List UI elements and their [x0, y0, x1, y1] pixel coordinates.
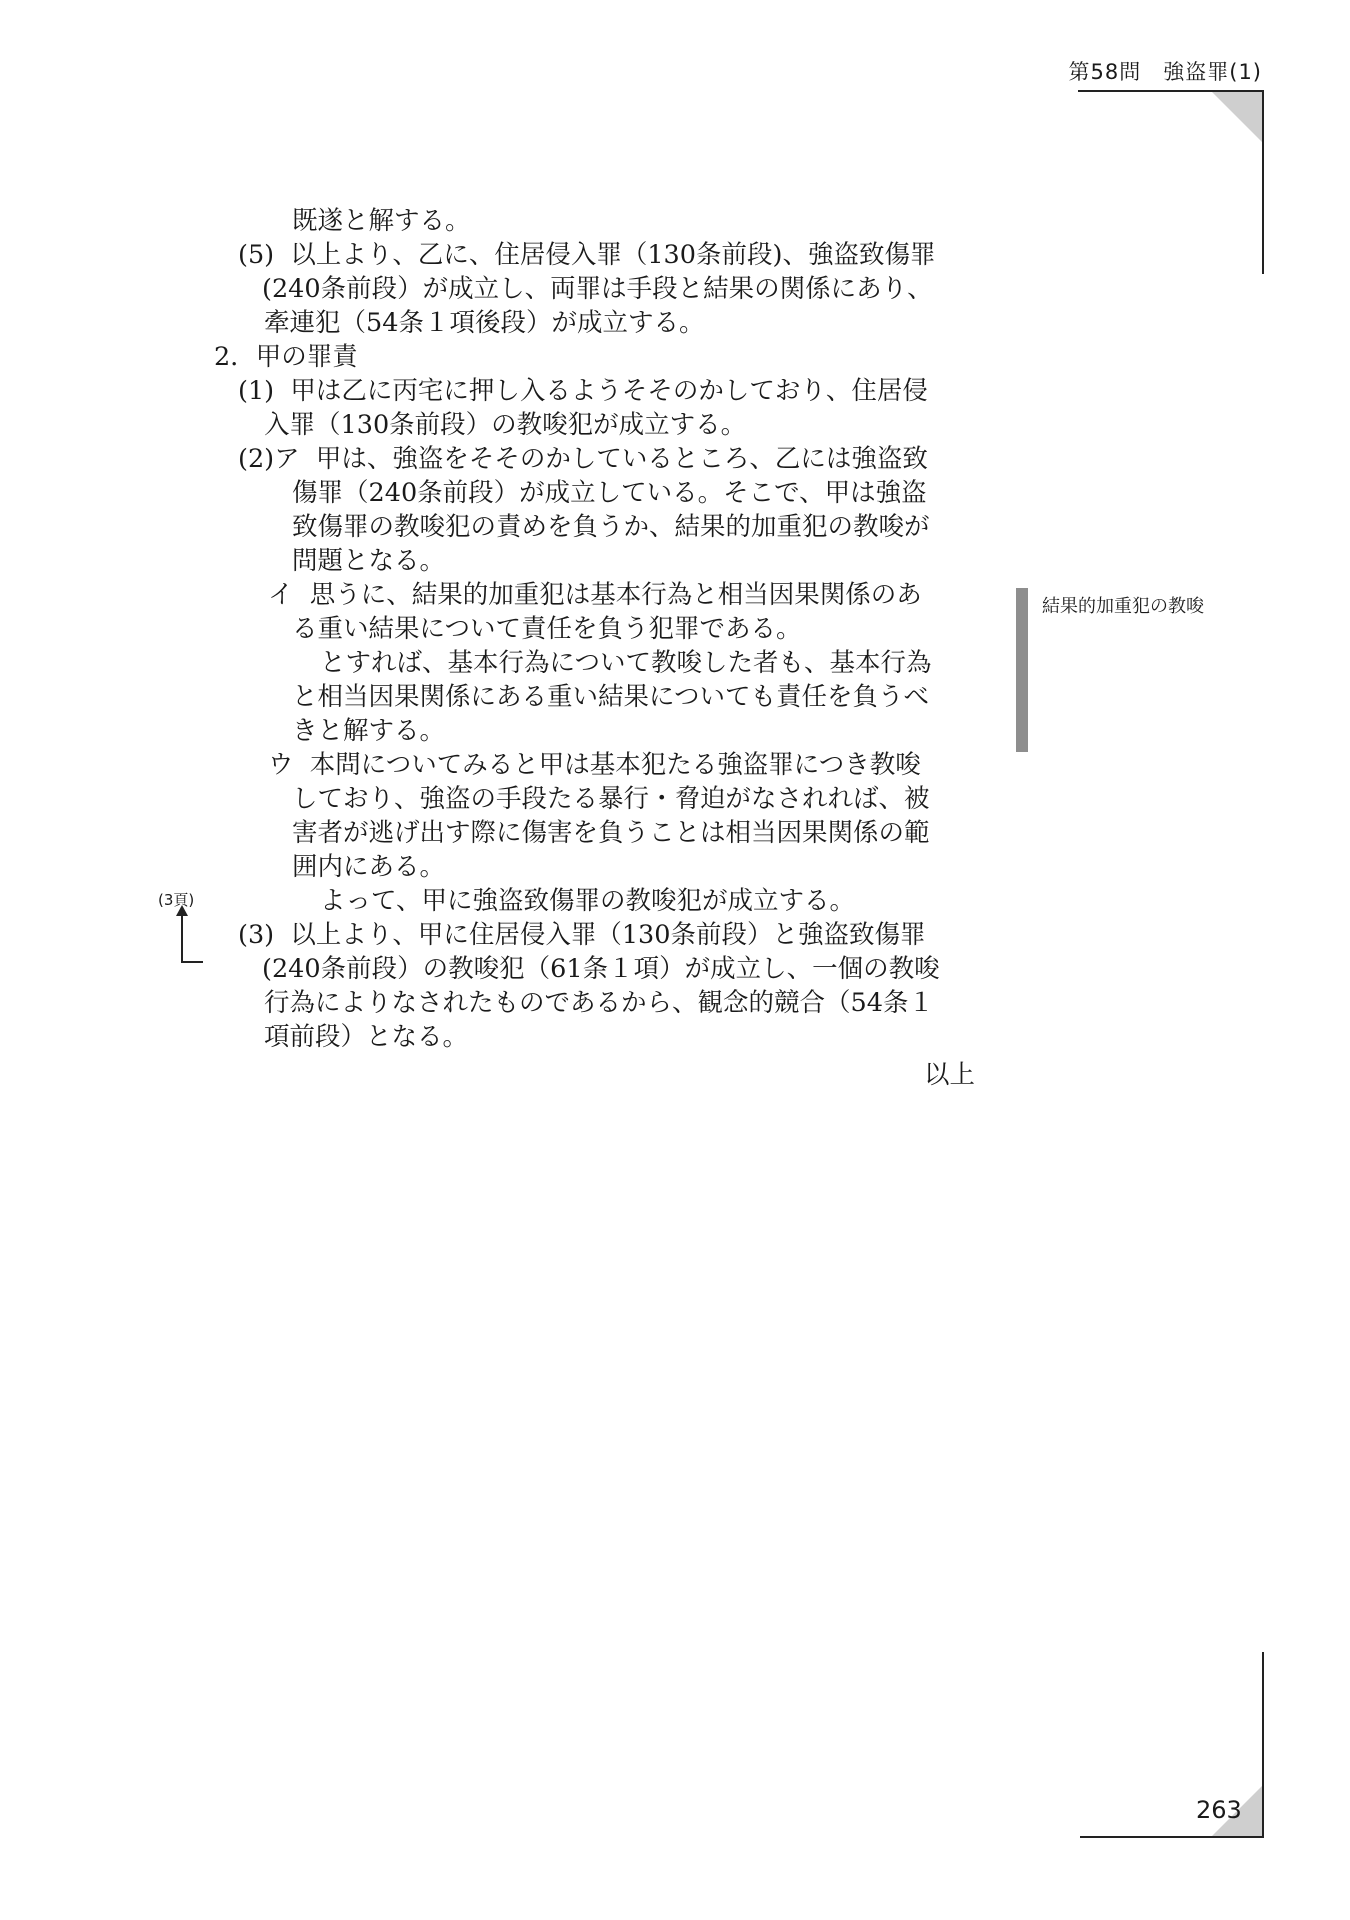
- body-line: (3) 以上より、甲に住居侵入罪（130条前段）と強盗致傷罪: [238, 920, 926, 950]
- margin-marker-bar: [1016, 588, 1028, 752]
- body-line: 既遂と解する。: [292, 206, 471, 236]
- body-line: 囲内にある。: [292, 852, 446, 882]
- body-line: きと解する。: [292, 716, 446, 746]
- chapter-title: 第58問 強盗罪(1): [1068, 60, 1262, 84]
- body-line: (5) 以上より、乙に、住居侵入罪（130条前段)、強盗致傷罪: [238, 240, 936, 270]
- body-line: 問題となる。: [292, 546, 446, 576]
- body-line: (1) 甲は乙に丙宅に押し入るようそそのかしており、住居侵: [238, 376, 928, 406]
- body-line: しており、強盗の手段たる暴行・脅迫がなされれば、被: [292, 784, 930, 814]
- body-line: 傷罪（240条前段）が成立している。そこで、甲は強盗: [292, 478, 927, 508]
- body-line: とすれば、基本行為について教唆した者も、基本行為: [320, 648, 932, 678]
- body-line: 入罪（130条前段）の教唆犯が成立する。: [264, 410, 747, 440]
- body-line: 害者が逃げ出す際に傷害を負うことは相当因果関係の範: [292, 818, 930, 848]
- body-line: ウ 本問についてみると甲は基本犯たる強盗罪につき教唆: [268, 750, 921, 780]
- page-number: 263: [1196, 1796, 1242, 1824]
- body-line: (2)ア 甲は、強盗をそそのかしているところ、乙には強盗致: [238, 444, 928, 474]
- body-line: (240条前段）が成立し、両罪は手段と結果の関係にあり、: [262, 274, 933, 304]
- body-line: 致傷罪の教唆犯の責めを負うか、結果的加重犯の教唆が: [292, 512, 930, 542]
- body-line: 行為によりなされたものであるから、観念的競合（54条１: [264, 988, 934, 1018]
- section-heading: 2．甲の罪責: [214, 342, 358, 372]
- page-reference: (3頁): [158, 891, 195, 909]
- corner-tab-top: [1212, 92, 1262, 142]
- reference-arrow-shaft: [181, 915, 183, 963]
- body-line: る重い結果について責任を負う犯罪である。: [292, 614, 802, 644]
- header-vertical-rule: [1262, 90, 1264, 274]
- body-line: 牽連犯（54条１項後段）が成立する。: [264, 308, 705, 338]
- body-line: と相当因果関係にある重い結果についても責任を負うべ: [292, 682, 929, 712]
- reference-arrow-foot: [181, 961, 203, 963]
- body-line: (240条前段）の教唆犯（61条１項）が成立し、一個の教唆: [262, 954, 940, 984]
- body-line: 項前段）となる。: [264, 1022, 469, 1052]
- body-line: よって、甲に強盗致傷罪の教唆犯が成立する。: [320, 886, 855, 916]
- body-line: イ 思うに、結果的加重犯は基本行為と相当因果関係のあ: [268, 580, 922, 610]
- closing-mark: 以上: [924, 1060, 976, 1090]
- footer-rule: [1080, 1836, 1264, 1838]
- footer-vertical-rule: [1262, 1652, 1264, 1838]
- margin-note: 結果的加重犯の教唆: [1042, 596, 1204, 617]
